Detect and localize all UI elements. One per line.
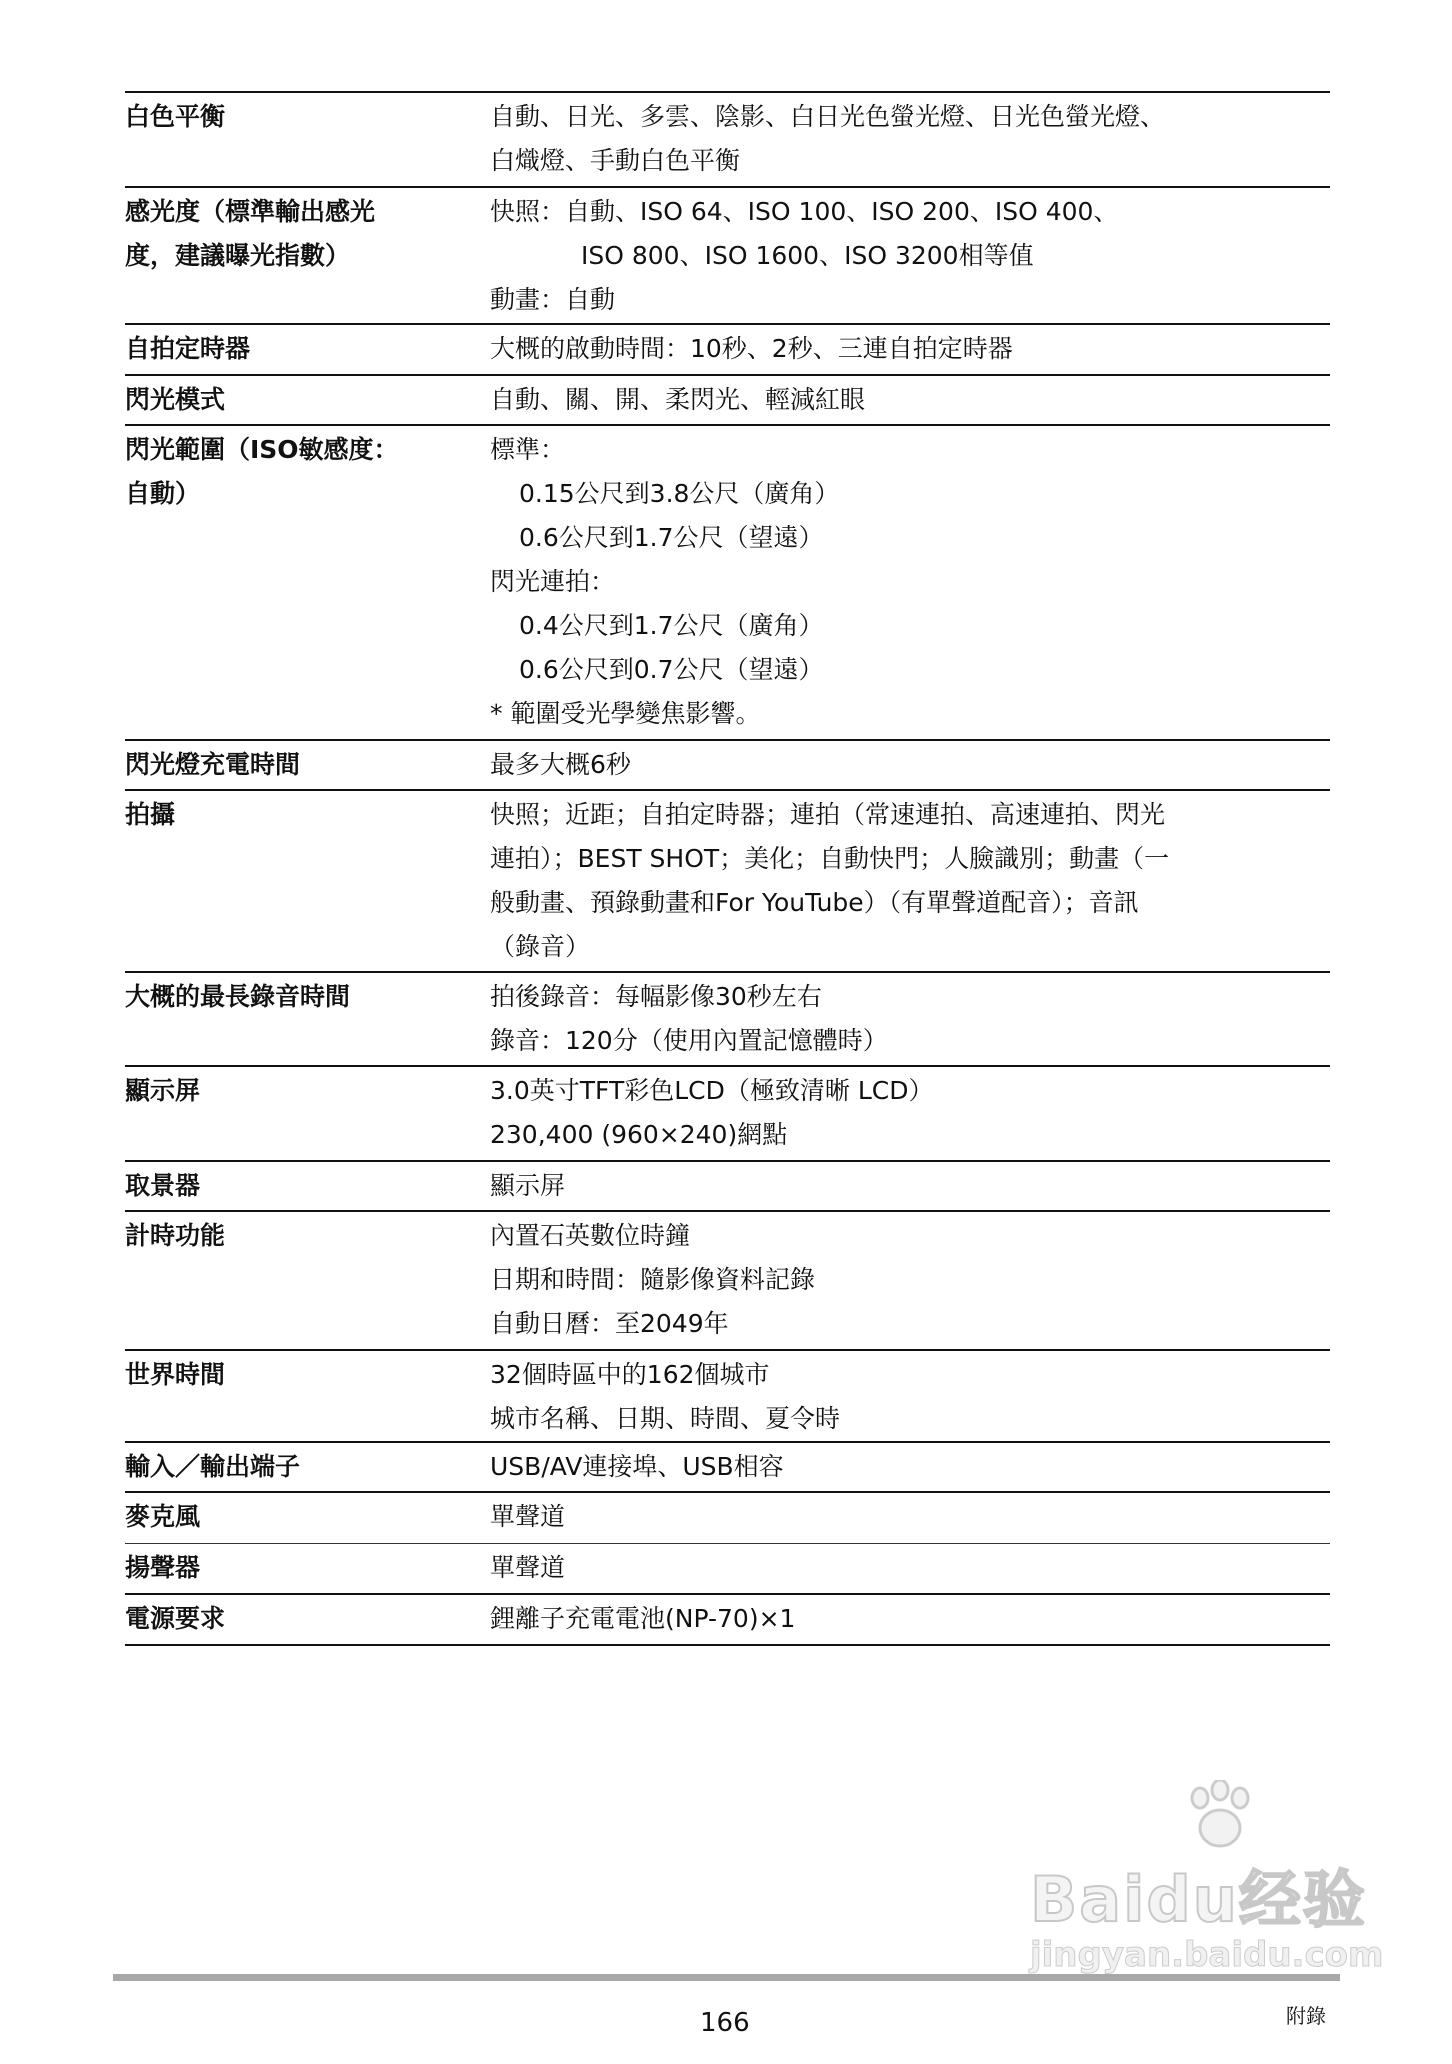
spec-value	[490, 793, 1330, 971]
spec-value	[490, 190, 1330, 323]
spec-value	[490, 1353, 1330, 1441]
spec-value	[490, 743, 1330, 789]
spec-label	[125, 428, 490, 739]
spec-value-line: 自動、關、開、柔閃光、輕減紅眼	[490, 385, 866, 414]
spec-value-line: 顯示屏	[490, 1171, 566, 1200]
spec-row	[125, 1595, 1330, 1646]
spec-row	[125, 1067, 1330, 1162]
spec-value-line: 錄音：120分（使用內置記憶體時）	[490, 1026, 888, 1055]
spec-row	[125, 93, 1330, 188]
spec-value-line: 最多大概6秒	[490, 750, 631, 779]
spec-label	[125, 975, 490, 1065]
spec-value-line: 標準：	[490, 435, 566, 464]
spec-value	[490, 975, 1330, 1065]
spec-row	[125, 1443, 1330, 1493]
spec-label-line: 世界時間	[125, 1360, 226, 1389]
spec-label-line: 閃光範圍（ISO敏感度：	[125, 435, 399, 464]
spec-label	[125, 327, 490, 374]
watermark-brand: Baidu经验	[1030, 1863, 1367, 1936]
spec-row	[125, 1212, 1330, 1351]
spec-label-line: 輸入／輸出端子	[125, 1452, 301, 1481]
spec-table	[125, 91, 1330, 1646]
spec-value-line: 0.6公尺到1.7公尺（望遠）	[519, 523, 824, 552]
spec-value-line: 城市名稱、日期、時間、夏令時	[490, 1404, 841, 1433]
spec-value-line: 動畫：自動	[490, 285, 616, 314]
baidu-watermark	[1030, 1850, 1383, 1975]
spec-value-line: 3.0英寸TFT彩色LCD（極致清晰 LCD）	[490, 1076, 934, 1105]
spec-value-line: 閃光連拍：	[490, 567, 616, 596]
spec-label-line: 感光度（標準輸出感光	[125, 197, 376, 226]
spec-row	[125, 376, 1330, 426]
spec-label-line: 麥克風	[125, 1502, 201, 1531]
spec-label-line: 自動）	[125, 479, 201, 508]
spec-value-line: 鋰離子充電電池(NP-70)×1	[490, 1604, 796, 1633]
spec-label	[125, 190, 490, 323]
spec-label	[125, 1495, 490, 1543]
spec-label	[125, 378, 490, 424]
spec-label-line: 拍攝	[125, 800, 176, 829]
spec-value	[490, 1597, 1330, 1644]
spec-label-line: 電源要求	[125, 1604, 226, 1633]
spec-value-line: 自動、日光、多雲、陰影、白日光色螢光燈、日光色螢光燈、	[490, 102, 1166, 131]
spec-value-line: 自動日曆：至2049年	[490, 1309, 729, 1338]
spec-value	[490, 1164, 1330, 1210]
spec-row	[125, 791, 1330, 973]
spec-value	[490, 428, 1330, 739]
spec-label-line: 白色平衡	[125, 102, 226, 131]
spec-row	[125, 188, 1330, 325]
spec-row	[125, 1544, 1330, 1595]
spec-label	[125, 1546, 490, 1593]
spec-value-line: 0.6公尺到0.7公尺（望遠）	[519, 655, 824, 684]
spec-label-line: 顯示屏	[125, 1076, 201, 1105]
spec-label	[125, 1214, 490, 1349]
spec-value	[490, 95, 1330, 186]
spec-value-line: 快照；近距；自拍定時器；連拍（常速連拍、高速連拍、閃光	[490, 800, 1166, 829]
spec-label	[125, 1069, 490, 1160]
spec-label	[125, 1445, 490, 1491]
spec-label-line: 揚聲器	[125, 1553, 201, 1582]
spec-value	[490, 1069, 1330, 1160]
spec-label-line: 計時功能	[125, 1221, 226, 1250]
spec-value	[490, 1495, 1330, 1543]
page-number: 166	[700, 2008, 750, 2038]
spec-value-line: * 範圍受光學變焦影響。	[490, 699, 761, 728]
spec-value-line: ISO 800、ISO 1600、ISO 3200相等值	[581, 241, 1034, 270]
spec-value	[490, 1214, 1330, 1349]
watermark-url: jingyan.baidu.com	[1030, 1935, 1384, 1975]
spec-label	[125, 793, 490, 971]
spec-label	[125, 1597, 490, 1644]
spec-value-line: 32個時區中的162個城市	[490, 1360, 770, 1389]
spec-value-line: 大概的啟動時間：10秒、2秒、三連自拍定時器	[490, 334, 1013, 363]
spec-value	[490, 327, 1330, 374]
spec-row	[125, 1493, 1330, 1544]
spec-label-line: 閃光模式	[125, 385, 226, 414]
spec-value	[490, 1445, 1330, 1491]
spec-label	[125, 95, 490, 186]
spec-value-line: 0.4公尺到1.7公尺（廣角）	[519, 611, 824, 640]
spec-value-line: 230,400 (960×240)網點	[490, 1120, 788, 1149]
spec-label-line: 取景器	[125, 1171, 201, 1200]
spec-label-line: 度，建議曝光指數）	[125, 241, 351, 270]
section-label: 附錄	[1286, 2004, 1326, 2028]
spec-value	[490, 378, 1330, 424]
spec-value-line: （錄音）	[490, 932, 591, 961]
spec-value-line: 0.15公尺到3.8公尺（廣角）	[519, 479, 840, 508]
spec-value-line: 日期和時間：隨影像資料記錄	[490, 1265, 816, 1294]
footer-divider	[113, 1974, 1340, 1981]
spec-label	[125, 1353, 490, 1441]
spec-row	[125, 426, 1330, 741]
spec-row	[125, 741, 1330, 791]
spec-value	[490, 1546, 1330, 1593]
spec-value-line: 內置石英數位時鐘	[490, 1221, 691, 1250]
spec-row	[125, 1351, 1330, 1443]
spec-label	[125, 1164, 490, 1210]
spec-value-line: 連拍）；BEST SHOT；美化；自動快門；人臉識別；動畫（一	[490, 844, 1170, 873]
paw-icon	[1180, 1780, 1260, 1850]
spec-value-line: 單聲道	[490, 1502, 566, 1531]
spec-value-line: USB/AV連接埠、USB相容	[490, 1452, 784, 1481]
spec-row	[125, 973, 1330, 1067]
spec-label-line: 大概的最長錄音時間	[125, 982, 351, 1011]
spec-value-line: 拍後錄音：每幅影像30秒左右	[490, 982, 822, 1011]
spec-row	[125, 325, 1330, 376]
spec-label	[125, 743, 490, 789]
spec-label-line: 自拍定時器	[125, 334, 251, 363]
spec-value-line: 白熾燈、手動白色平衡	[490, 146, 741, 175]
spec-value-line: 單聲道	[490, 1553, 566, 1582]
spec-row	[125, 1162, 1330, 1212]
spec-value-line: 般動畫、預錄動畫和For YouTube）（有單聲道配音）；音訊	[490, 888, 1139, 917]
spec-value-line: 快照：自動、ISO 64、ISO 100、ISO 200、ISO 400、	[490, 197, 1119, 226]
spec-label-line: 閃光燈充電時間	[125, 750, 301, 779]
